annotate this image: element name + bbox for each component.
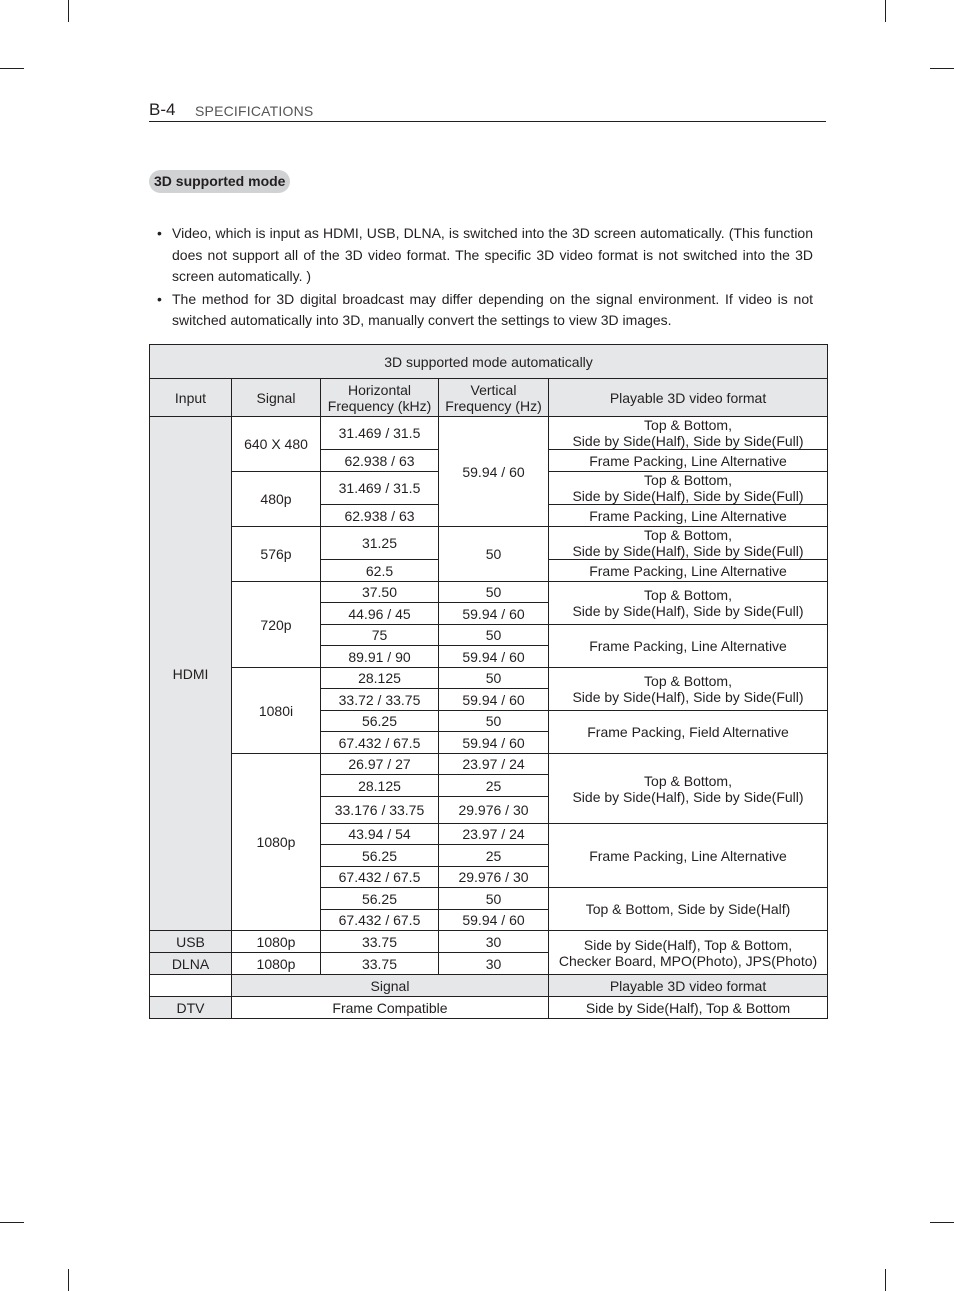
vfreq-cell: 59.94 / 60 xyxy=(439,732,549,754)
column-header: Signal xyxy=(232,975,549,997)
format-cell: Frame Packing, Line Alternative xyxy=(549,560,828,582)
vfreq-cell: 30 xyxy=(439,931,549,953)
vfreq-cell: 25 xyxy=(439,775,549,797)
hfreq-cell: 26.97 / 27 xyxy=(321,754,439,775)
signal-cell: 1080p xyxy=(232,754,321,931)
format-cell xyxy=(549,582,828,625)
hfreq-cell: 33.75 xyxy=(321,953,439,975)
hfreq-cell: 33.72 / 33.75 xyxy=(321,689,439,711)
hfreq-cell: 43.94 / 54 xyxy=(321,824,439,845)
table-row xyxy=(150,582,828,603)
format-cell: Top & Bottom, Side by Side(Half) xyxy=(549,888,828,931)
input-cell: DTV xyxy=(150,997,232,1019)
column-header: Playable 3D video format xyxy=(549,975,828,997)
vfreq-cell: 50 xyxy=(439,582,549,603)
list-item: • The method for 3D digital broadcast may differ depending on the signal environment. If video is not switched automatically into 3D, manually convert the settings to view 3D images. xyxy=(157,290,813,328)
section-badge: 3D supported mode xyxy=(149,170,290,193)
vfreq-cell: 59.94 / 60 xyxy=(439,603,549,625)
crop-mark xyxy=(885,1269,886,1291)
format-line: Side by Side(Half), Side by Side(Full) xyxy=(572,433,804,449)
vfreq-cell: 50 xyxy=(439,625,549,646)
table-row xyxy=(150,754,828,775)
signal-cell: 480p xyxy=(232,472,321,527)
signal-cell: 1080i xyxy=(232,668,321,754)
vfreq-cell: 25 xyxy=(439,845,549,867)
crop-mark xyxy=(0,68,24,69)
vfreq-cell: 23.97 / 24 xyxy=(439,824,549,845)
bullet-text: Video, which is input as HDMI, USB, DLNA, is switched into the 3D screen automatically. (This function does not support all of the 3D video format. The specific 3D video format is not switched into the 3D screen automatically. ) xyxy=(172,225,813,284)
format-line: Top & Bottom, xyxy=(644,673,732,689)
format-line: Checker Board, MPO(Photo), JPS(Photo) xyxy=(558,952,818,969)
format-line: Top & Bottom, xyxy=(644,772,732,789)
format-line: Top & Bottom, xyxy=(644,417,732,433)
signal-cell: 1080p xyxy=(232,931,321,953)
format-line: Side by Side(Half), Side by Side(Full) xyxy=(572,603,804,619)
crop-mark xyxy=(68,1269,69,1291)
vfreq-cell: 50 xyxy=(439,527,549,582)
column-header: Signal xyxy=(232,379,321,417)
table-row xyxy=(150,668,828,689)
hfreq-cell: 31.469 / 31.5 xyxy=(321,417,439,450)
vfreq-cell: 59.94 / 60 xyxy=(439,910,549,931)
table-row xyxy=(150,997,828,1019)
format-cell: Frame Packing, Line Alternative xyxy=(549,450,828,472)
format-cell xyxy=(549,754,828,824)
hfreq-cell: 62.938 / 63 xyxy=(321,505,439,527)
column-header xyxy=(321,379,439,417)
format-cell: Frame Packing, Line Alternative xyxy=(549,505,828,527)
format-line: Side by Side(Half), Side by Side(Full) xyxy=(572,788,804,805)
header-line: Horizontal xyxy=(347,381,412,398)
hfreq-cell: 33.176 / 33.75 xyxy=(321,797,439,824)
input-cell: DLNA xyxy=(150,953,232,975)
format-line: Top & Bottom, xyxy=(644,472,732,488)
format-cell xyxy=(549,472,828,505)
format-line: Side by Side(Half), Side by Side(Full) xyxy=(572,689,804,705)
hfreq-cell: 67.432 / 67.5 xyxy=(321,732,439,754)
vfreq-cell: 59.94 / 60 xyxy=(439,646,549,668)
format-cell: Side by Side(Half), Top & Bottom xyxy=(549,997,828,1019)
vfreq-cell: 23.97 / 24 xyxy=(439,754,549,775)
header-line: Vertical xyxy=(470,381,517,398)
hfreq-cell: 28.125 xyxy=(321,668,439,689)
table-title: 3D supported mode automatically xyxy=(150,345,828,379)
page-number: B-4 xyxy=(149,100,176,119)
hfreq-cell: 31.469 / 31.5 xyxy=(321,472,439,505)
signal-cell: 1080p xyxy=(232,953,321,975)
vfreq-cell: 50 xyxy=(439,888,549,910)
hfreq-cell: 56.25 xyxy=(321,888,439,910)
hfreq-cell: 28.125 xyxy=(321,775,439,797)
signal-cell: 720p xyxy=(232,582,321,668)
format-line: Side by Side(Half), Side by Side(Full) xyxy=(572,488,804,504)
hfreq-cell: 31.25 xyxy=(321,527,439,560)
signal-cell: Frame Compatible xyxy=(232,997,549,1019)
crop-mark xyxy=(68,0,69,22)
column-header xyxy=(439,379,549,417)
hfreq-cell: 67.432 / 67.5 xyxy=(321,867,439,888)
format-cell xyxy=(549,668,828,711)
vfreq-cell: 29.976 / 30 xyxy=(439,867,549,888)
vfreq-cell: 30 xyxy=(439,953,549,975)
list-item: • Video, which is input as HDMI, USB, DLNA, is switched into the 3D screen automatically. (This function does not support all of the 3D video format. The specific 3D video format is not switched into the 3D screen automatically. ) xyxy=(157,225,813,284)
input-cell: HDMI xyxy=(150,417,232,931)
table-header-row xyxy=(150,975,828,997)
format-cell: Frame Packing, Line Alternative xyxy=(549,625,828,668)
format-line: Side by Side(Half), Side by Side(Full) xyxy=(572,543,804,559)
bullet-text: The method for 3D digital broadcast may differ depending on the signal environment. If video is not switched automatically into 3D, manually convert the settings to view 3D images. xyxy=(172,290,813,328)
format-cell: Frame Packing, Field Alternative xyxy=(549,711,828,754)
header-line: Frequency (kHz) xyxy=(327,397,432,414)
crop-mark xyxy=(0,1222,24,1223)
page-header xyxy=(149,99,826,122)
empty-cell xyxy=(150,975,232,997)
hfreq-cell: 62.938 / 63 xyxy=(321,450,439,472)
format-cell: Frame Packing, Line Alternative xyxy=(549,824,828,888)
crop-mark xyxy=(930,1222,954,1223)
hfreq-cell: 67.432 / 67.5 xyxy=(321,910,439,931)
hfreq-cell: 44.96 / 45 xyxy=(321,603,439,625)
input-cell: USB xyxy=(150,931,232,953)
hfreq-cell: 75 xyxy=(321,625,439,646)
hfreq-cell: 37.50 xyxy=(321,582,439,603)
hfreq-cell: 56.25 xyxy=(321,845,439,867)
hfreq-cell: 89.91 / 90 xyxy=(321,646,439,668)
format-cell xyxy=(549,527,828,560)
3d-mode-table xyxy=(149,344,828,1019)
crop-mark xyxy=(930,68,954,69)
bullet-list xyxy=(157,223,813,333)
vfreq-cell: 59.94 / 60 xyxy=(439,417,549,527)
section-title: SPECIFICATIONS xyxy=(195,103,314,119)
signal-cell: 640 X 480 xyxy=(232,417,321,472)
vfreq-cell: 59.94 / 60 xyxy=(439,689,549,711)
format-cell xyxy=(549,417,828,450)
table-header-row xyxy=(150,379,828,417)
header-line: Frequency (Hz) xyxy=(445,397,542,414)
signal-cell: 576p xyxy=(232,527,321,582)
vfreq-cell: 29.976 / 30 xyxy=(439,797,549,824)
table-row xyxy=(150,527,828,560)
vfreq-cell: 50 xyxy=(439,711,549,732)
format-line: Top & Bottom, xyxy=(644,527,732,543)
hfreq-cell: 33.75 xyxy=(321,931,439,953)
format-line: Side by Side(Half), Top & Bottom, xyxy=(583,936,793,953)
format-cell xyxy=(549,931,828,975)
crop-mark xyxy=(885,0,886,22)
column-header: Playable 3D video format xyxy=(549,379,828,417)
format-line: Top & Bottom, xyxy=(644,587,732,603)
column-header: Input xyxy=(150,379,232,417)
vfreq-cell: 50 xyxy=(439,668,549,689)
hfreq-cell: 56.25 xyxy=(321,711,439,732)
table-row xyxy=(150,931,828,953)
table-row xyxy=(150,345,828,379)
hfreq-cell: 62.5 xyxy=(321,560,439,582)
table-row xyxy=(150,417,828,450)
